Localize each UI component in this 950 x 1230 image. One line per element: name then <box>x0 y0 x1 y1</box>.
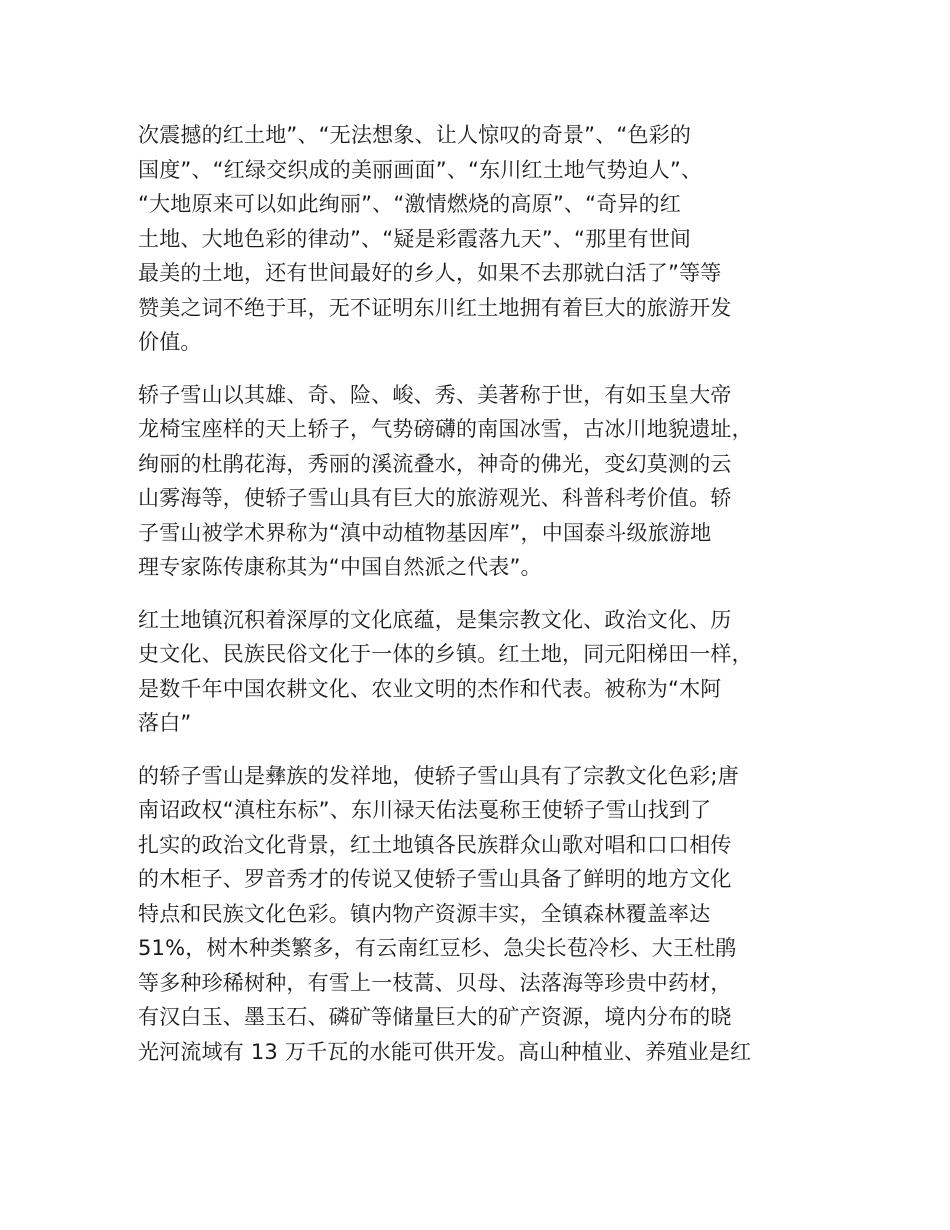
text-line: 是数千年中国农耕文化、农业文明的杰作和代表。被称为“木阿 <box>138 676 722 701</box>
text-line: 理专家陈传康称其为“中国自然派之代表”。 <box>138 555 542 579</box>
text-line: 红土地镇沉积着深厚的文化底蕴，是集宗教文化、政治文化、历 <box>138 607 732 632</box>
text-line: 轿子雪山以其雄、奇、险、峻、秀、美著称于世，有如玉皇大帝 <box>138 382 732 407</box>
paragraph-jiaozi-snow-mountain <box>138 378 818 585</box>
text-line: 最美的土地，还有世间最好的乡人，如果不去那就白活了”等等 <box>138 261 722 285</box>
text-line: 51%，树木种类繁多，有云南红豆杉、急尖长苞冷杉、大王杜鹃 <box>138 936 737 960</box>
text-line: 子雪山被学术界称为“滇中动植物基因库”，中国泰斗级旅游地 <box>138 520 712 545</box>
text-line: 有汉白玉、墨玉石、磷矿等储量巨大的矿产资源，境内分布的晓 <box>138 1005 732 1029</box>
text-line: 山雾海等，使轿子雪山具有巨大的旅游观光、科普科考价值。轿 <box>138 486 732 510</box>
text-line: 国度”、“红绿交织成的美丽画面”、“东川红土地气势迫人”、 <box>138 157 703 182</box>
text-line: 落白” <box>138 711 192 735</box>
text-line: 光河流域有 13 万千瓦的水能可供开发。高山种植业、养殖业是红 <box>138 1039 752 1064</box>
text-line: 价值。 <box>138 330 202 354</box>
text-line: 的木柜子、罗音秀才的传说又使轿子雪山具备了鲜明的地方文化 <box>138 867 732 891</box>
paragraph-resources <box>138 759 818 1070</box>
text-line: 土地、大地色彩的律动”、“疑是彩霞落九天”、“那里有世间 <box>138 226 692 251</box>
text-line: 史文化、民族民俗文化于一体的乡镇。红土地，同元阳梯田一样， <box>138 642 753 666</box>
text-line: 的轿子雪山是彝族的发祥地，使轿子雪山具有了宗教文化色彩;唐 <box>138 763 739 788</box>
paragraph-red-earth-praise <box>138 118 818 360</box>
text-line: 扎实的政治文化背景，红土地镇各民族群众山歌对唱和口口相传 <box>138 832 732 857</box>
paragraph-culture <box>138 603 818 741</box>
text-line: 次震撼的红土地”、“无法想象、让人惊叹的奇景”、“色彩的 <box>138 123 692 147</box>
document-body <box>138 118 818 1087</box>
text-line: 赞美之词不绝于耳，无不证明东川红土地拥有着巨大的旅游开发 <box>138 295 732 320</box>
text-line: 特点和民族文化色彩。镇内物产资源丰实，全镇森林覆盖率达 <box>138 901 711 926</box>
text-line: 龙椅宝座样的天上轿子，气势磅礴的南国冰雪，古冰川地貌遗址， <box>138 417 753 441</box>
text-line: “大地原来可以如此绚丽”、“激情燃烧的高原”、“奇异的红 <box>138 192 681 216</box>
text-line: 绚丽的杜鹃花海，秀丽的溪流叠水，神奇的佛光，变幻莫测的云 <box>138 451 732 476</box>
text-line: 南诏政权“滇柱东标”、东川禄天佑法戛称王使轿子雪山找到了 <box>138 798 712 822</box>
text-line: 等多种珍稀树种，有雪上一枝蒿、贝母、法落海等珍贵中药材， <box>138 970 732 995</box>
